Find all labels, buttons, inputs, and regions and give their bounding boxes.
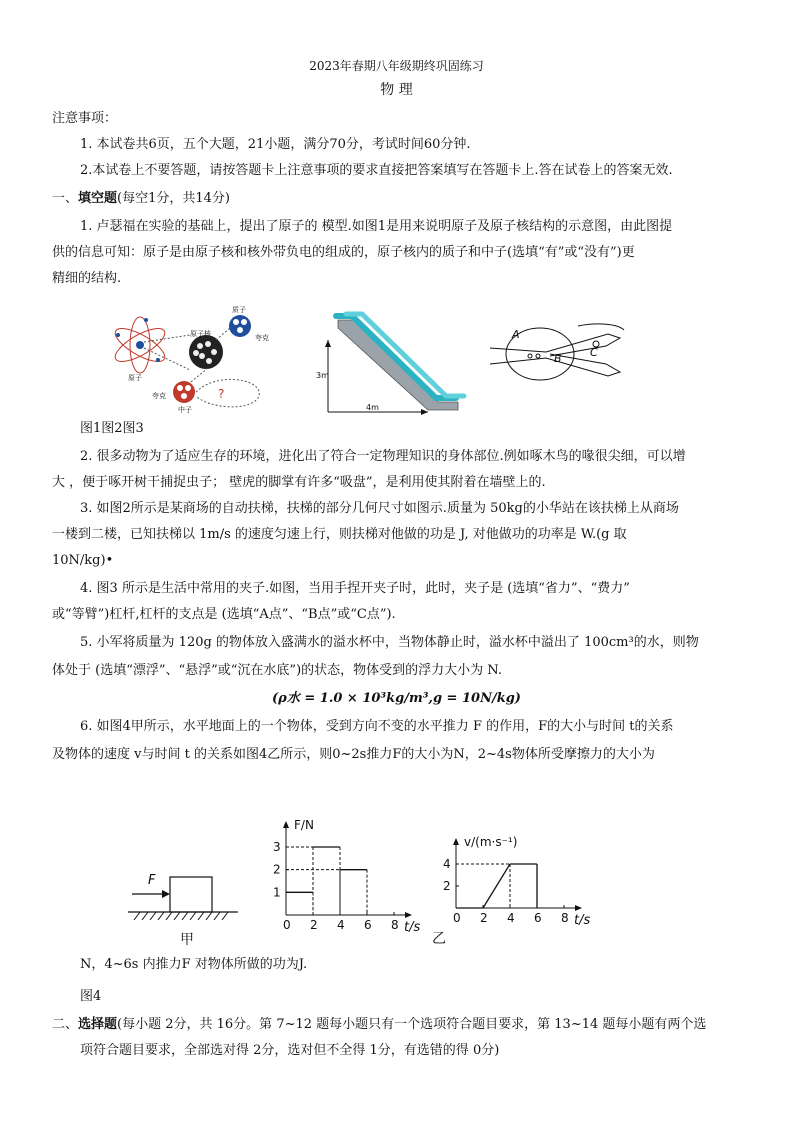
q3-line3: 10N/kg)• bbox=[52, 553, 114, 568]
height-label: 3m bbox=[316, 371, 329, 380]
block bbox=[170, 877, 212, 912]
proton-label: 质子 bbox=[232, 306, 246, 314]
q6-line2: 及物体的速度 v与时间 t 的关系如图4乙所示，则0~2s推力F的大小为N，2~4s物体所受摩擦力的大小为 bbox=[52, 747, 655, 762]
x-tick-label: 2 bbox=[310, 918, 318, 932]
section1-title: 填空题 bbox=[78, 191, 118, 206]
y-tick-label: 3 bbox=[273, 840, 281, 854]
neutron-ball bbox=[173, 381, 195, 403]
q5-line2: 体处于 (选填“漂浮”、“悬浮”或“沉在水底”)的状态，物体受到的浮力大小为 N. bbox=[52, 663, 502, 678]
jia-label: 甲 bbox=[180, 932, 194, 948]
q1-line2: 供的信息可知：原子是由原子核和核外带负电的组成的，原子核内的质子和中子(选填“有”或“没有”)更 bbox=[52, 245, 635, 260]
x-axis-label: t/s bbox=[404, 920, 421, 935]
escalator-body bbox=[336, 314, 464, 410]
x-tick-label: 0 bbox=[283, 918, 291, 932]
y-axis-arrow bbox=[453, 838, 459, 845]
y-tick-label: 2 bbox=[443, 879, 451, 893]
point-b-label: B bbox=[554, 352, 562, 365]
section2-line1: (每小题 2分，共 16分。第 7~12 题每小题只有一个选项符合题目要求，第 13~14 题每小题有两个选 bbox=[117, 1017, 707, 1032]
section2-line2: 项符合题目要求，全部选对得 2分，选对但不全得 1分，有选错的得 0分) bbox=[80, 1043, 500, 1058]
y-tick-label: 4 bbox=[443, 857, 451, 871]
q1-line3: 精细的结构. bbox=[52, 271, 122, 286]
figure3-clip bbox=[488, 318, 626, 388]
nucleus-label: 原子核 bbox=[190, 330, 211, 338]
atom-label: 原子 bbox=[128, 374, 142, 382]
y-axis-label: F/N bbox=[294, 818, 314, 832]
nucleus-cluster bbox=[189, 335, 223, 369]
point-a-label: A bbox=[512, 328, 520, 341]
figure2-escalator bbox=[318, 310, 463, 420]
figure4-jia-diagram bbox=[128, 862, 248, 952]
x-tick-label: 8 bbox=[391, 918, 399, 932]
q2-line1: 2. 很多动物为了适应生存的环境，进化出了符合一定物理知识的身体部位.例如啄木鸟的喙很尖细，可以增 bbox=[80, 449, 686, 464]
point-c-label: C bbox=[590, 346, 598, 359]
q5-formula: (ρ水 = 1.0 × 10³kg/m³,g = 10N/kg) bbox=[272, 691, 521, 706]
x-tick-label: 4 bbox=[337, 918, 345, 932]
q3-line1: 3. 如图2所示是某商场的自动扶梯，扶梯的部分几何尺寸如图示.质量为 50kg的小华站在该扶梯上从商场 bbox=[80, 501, 679, 516]
section2-heading bbox=[52, 1016, 706, 1034]
question-mark: ? bbox=[218, 387, 225, 401]
velocity-time-chart bbox=[438, 800, 591, 940]
figure1-atom-diagram bbox=[108, 300, 273, 415]
section1-number: 一、 bbox=[52, 191, 79, 206]
section2-title: 选择题 bbox=[78, 1017, 118, 1032]
notice-heading: 注意事项： bbox=[52, 111, 118, 126]
q2-line2: 大 ，便于啄开树干捕捉虫子； 壁虎的脚掌有许多“吸盘”，是利用使其附着在墙壁上的. bbox=[52, 475, 546, 490]
figure4-caption: 图4 bbox=[80, 989, 102, 1004]
force-time-chart bbox=[262, 800, 442, 940]
q4-line2: 或“等臂”)杠杆,杠杆的支点是 (选填“A点”、“B点”或“C点”). bbox=[52, 607, 396, 622]
q5-line1: 5. 小军将质量为 120g 的物体放入盛满水的溢水杯中，当物体静止时，溢水杯中溢出了 100cm³的水，则物 bbox=[80, 635, 699, 650]
neutron-label: 中子 bbox=[178, 406, 192, 414]
yi-label: 乙 bbox=[432, 931, 446, 947]
x-tick-label: 6 bbox=[534, 911, 542, 925]
section2-number: 二、 bbox=[52, 1017, 79, 1032]
exam-title: 2023年春期八年级期终巩固练习 bbox=[309, 59, 484, 73]
q6-line3: N，4~6s 内推力F 对物体所做的功为J. bbox=[80, 957, 308, 972]
notice-item-1: 1. 本试卷共6页，五个大题，21小题，满分70分，考试时间60分钟. bbox=[80, 137, 471, 152]
velocity-segment bbox=[483, 864, 510, 908]
width-label: 4m bbox=[366, 403, 379, 412]
x-axis-label: t/s bbox=[574, 913, 591, 928]
quark-label-1: 夸克 bbox=[255, 334, 269, 342]
y-axis-label: v/(m·s⁻¹) bbox=[464, 835, 518, 849]
x-axis-arrow bbox=[575, 905, 582, 911]
q3-line2: 一楼到二楼，已知扶梯以 1m/s 的速度匀速上行，则扶梯对他做的功是 J, 对他做功的功率是 W.(g 取 bbox=[52, 527, 627, 542]
force-label: F bbox=[148, 873, 156, 888]
proton-ball bbox=[229, 315, 251, 337]
y-axis-arrow bbox=[283, 821, 289, 828]
q6-line1: 6. 如图4甲所示，水平地面上的一个物体，受到方向不变的水平推力 F 的作用，F的大小与时间 t的关系 bbox=[80, 719, 674, 734]
x-tick-label: 8 bbox=[561, 911, 569, 925]
ground-hatch bbox=[134, 912, 228, 920]
y-tick-label: 1 bbox=[273, 885, 281, 900]
x-tick-label: 0 bbox=[453, 911, 461, 925]
quark-label-2: 夸克 bbox=[152, 392, 166, 400]
section1-note: (每空1分，共14分) bbox=[117, 191, 230, 206]
x-tick-label: 2 bbox=[480, 911, 488, 925]
y-tick-label: 2 bbox=[273, 862, 281, 877]
figure-captions-row: 图1图2图3 bbox=[80, 421, 144, 436]
q1-line1: 1. 卢瑟福在实验的基础上，提出了原子的 模型.如图1是用来说明原子及原子核结构的示意图，由此图提 bbox=[80, 219, 673, 234]
q4-line1: 4. 图3 所示是生活中常用的夹子.如图，当用手捏开夹子时，此时，夹子是 (选填“省力”、“费力” bbox=[80, 581, 630, 596]
x-tick-label: 6 bbox=[364, 918, 372, 932]
subject-title: 物 理 bbox=[380, 82, 413, 98]
x-axis-arrow bbox=[405, 912, 412, 918]
section1-heading bbox=[52, 190, 230, 208]
x-tick-label: 4 bbox=[507, 911, 515, 925]
notice-item-2: 2.本试卷上不要答题，请按答题卡上注意事项的要求直接把答案填写在答题卡上.答在试卷上的答案无效. bbox=[80, 163, 673, 178]
atom-orbits bbox=[111, 317, 169, 373]
